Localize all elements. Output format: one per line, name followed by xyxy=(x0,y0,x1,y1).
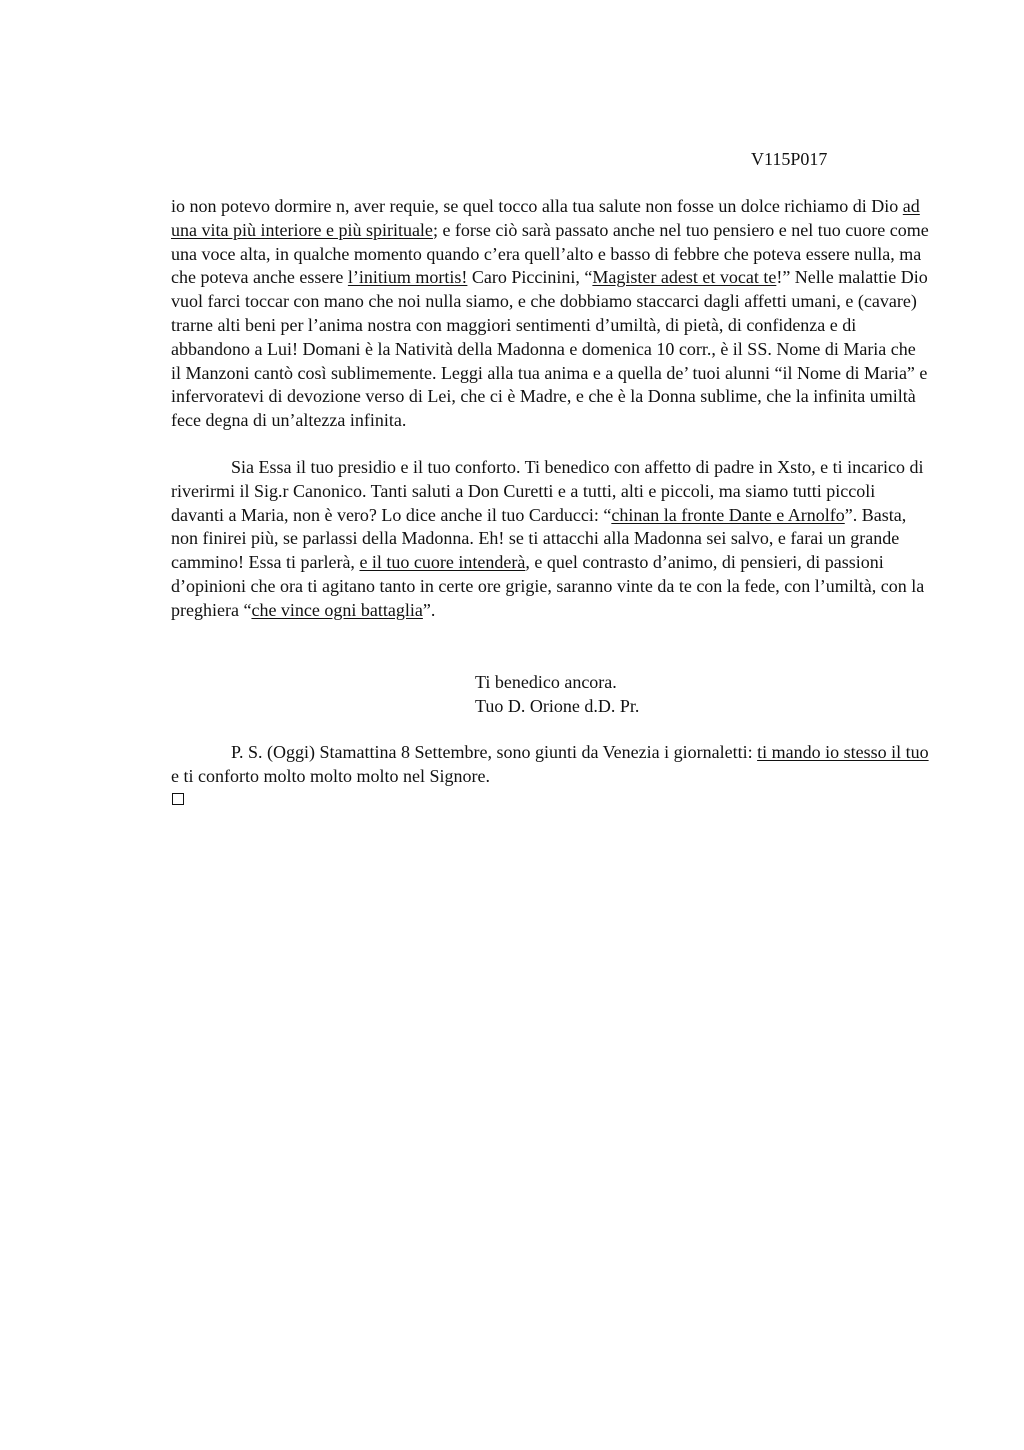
paragraph-1-text: !” Nelle malattie Dio vuol farci toccar con mano che noi nulla siamo, e che dobbiamo staccarci dagli affetti umani, e (cavare) trarne alti beni per l’anima nostra con maggiori sentimenti d’umiltà, di pietà, di confidenza e di abbandono a Lui! Domani è la Natività della Madonna e domenica 10 corr., è il SS. Nome di Maria che il Manzoni cantò così sublimemente. Leggi alla tua anima e a quella de’ tuoi alunni “il Nome di Maria” e infervoratevi di devozione verso di Lei, che ci è Madre, e che è la Donna sublime, che la infinita umiltà fece degna di un’altezza infinita. xyxy=(171,267,928,431)
page-reference-code: V115P017 xyxy=(751,149,828,169)
letter-paragraph-1 xyxy=(171,195,929,433)
paragraph-1-text: ; e forse ciò sarà passato anche nel tuo pensiero e nel tuo cuore come una voce alta, in qualche momento quando c’era quell’alto e basso di febbre che poteva essere nulla, ma che poteva anche essere xyxy=(171,219,929,288)
closing-blessing: Ti benedico ancora. xyxy=(475,672,617,692)
paragraph-2-text: ”. Basta, non finirei più, se parlassi della Madonna. Eh! se ti attacchi alla Madonna sei salvo, e farai un grande cammino! Essa ti parlerà, xyxy=(171,504,907,573)
underlined-phrase-initium-mortis: l’initium mortis! xyxy=(347,267,468,288)
postscript xyxy=(171,741,929,789)
paragraph-2-text: , e quel contrasto d’animo, di pensieri, di passioni d’opinioni che ora ti agitano tanto in certe ore grigie, saranno vinte da te con la fede, con l’umiltà, con la preghiera “ xyxy=(171,552,925,620)
underlined-phrase-vita-interiore: ad una vita più interiore e più spirituale xyxy=(171,196,920,240)
underlined-phrase-chinan-la-fronte: chinan la fronte Dante e Arnolfo xyxy=(611,504,845,525)
checkbox-square-icon xyxy=(172,793,184,805)
paragraph-1-text: Caro Piccinini, “ xyxy=(467,267,593,288)
underlined-phrase-vince-ogni-battaglia: che vince ogni battaglia xyxy=(251,599,423,620)
postscript-text: P. S. (Oggi) Stamattina 8 Settembre, sono giunti da Venezia i giornaletti: xyxy=(231,742,758,762)
postscript-text: e ti conforto molto molto molto nel Signore. xyxy=(171,765,490,786)
underlined-phrase-tuo-cuore-intendera: e il tuo cuore intenderà xyxy=(359,552,526,573)
letter-paragraph-2 xyxy=(171,456,929,623)
paragraph-2-text: ”. xyxy=(422,599,436,620)
underlined-phrase-magister-adest: Magister adest et vocat te xyxy=(592,267,777,288)
paragraph-1-text: io non potevo dormire n, aver requie, se quel tocco alla tua salute non fosse un dolce richiamo di Dio xyxy=(171,196,903,216)
signature-line: Tuo D. Orione d.D. Pr. xyxy=(475,696,640,716)
letter-signoff xyxy=(475,670,639,718)
paragraph-2-text: Sia Essa il tuo presidio e il tuo conforto. Ti benedico con affetto di padre in Xsto, e ti incarico di riverirmi il Sig.r Canonico. Tanti saluti a Don Curetti e a tutti, alti e piccoli, ma siamo tutti piccoli davanti a Maria, non è vero? Lo dice anche il tuo Carducci: “ xyxy=(171,457,924,525)
underlined-phrase-ti-mando: ti mando io stesso il tuo xyxy=(757,742,929,762)
